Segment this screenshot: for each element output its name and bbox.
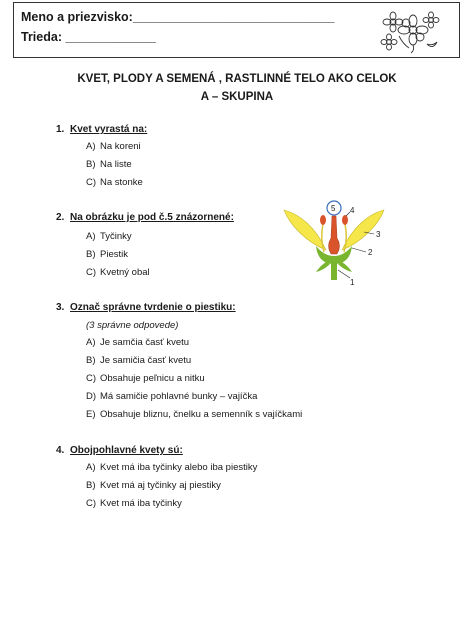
question-3-title	[56, 302, 236, 313]
q4-option-c[interactable]	[86, 498, 182, 509]
option-letter: A)	[86, 141, 96, 152]
option-text: Kvetný obal	[100, 267, 150, 278]
option-letter: B)	[86, 355, 96, 366]
left-petal	[284, 210, 326, 250]
leader-1	[338, 270, 350, 278]
option-letter: B)	[86, 159, 96, 170]
option-letter: A)	[86, 337, 96, 348]
q3-option-c[interactable]	[86, 373, 205, 384]
class-line	[21, 30, 156, 44]
q1-option-b[interactable]	[86, 159, 132, 170]
option-text: Je samičia časť kvetu	[100, 355, 192, 366]
flower-ornament-icon	[375, 8, 445, 54]
label-2: 2	[368, 248, 373, 257]
question-number: 3.	[56, 302, 65, 313]
option-text: Na stonke	[100, 177, 143, 188]
q3-option-b[interactable]	[86, 355, 191, 366]
worksheet-title: KVET, PLODY A SEMENÁ , RASTLINNÉ TELO AKO CELOK	[77, 73, 397, 85]
class-blank[interactable]: _____________	[65, 30, 156, 44]
option-text: Tyčinky	[100, 231, 132, 242]
anther-right	[342, 215, 348, 225]
option-text: Na liste	[100, 159, 132, 170]
header-box	[13, 2, 460, 58]
question-text: Na obrázku je pod č.5 znázornené:	[70, 212, 234, 223]
anther-left	[320, 215, 326, 225]
option-letter: A)	[86, 231, 96, 242]
name-blank[interactable]: _____________________________	[132, 10, 335, 24]
question-3-note: (3 správne odpovede)	[86, 320, 179, 331]
question-2-title	[56, 212, 234, 223]
option-letter: C)	[86, 498, 97, 509]
pistil	[329, 216, 340, 254]
option-letter: B)	[86, 480, 96, 491]
sepal-right	[338, 262, 352, 272]
q1-option-a[interactable]	[86, 141, 141, 152]
question-number: 4.	[56, 445, 65, 456]
option-text: Kvet má iba tyčinky alebo iba piestiky	[100, 462, 258, 473]
option-text: Na koreni	[100, 141, 141, 152]
option-text: Kvet má iba tyčinky	[100, 498, 182, 509]
question-1-title	[56, 124, 148, 135]
leader-2	[352, 248, 366, 252]
option-letter: E)	[86, 409, 96, 420]
option-text: Je samčia časť kvetu	[100, 337, 190, 348]
option-letter: C)	[86, 373, 97, 384]
label-1: 1	[350, 278, 355, 287]
q4-option-b[interactable]	[86, 480, 221, 491]
q2-option-b[interactable]	[86, 249, 128, 260]
label-3: 3	[376, 230, 381, 239]
option-letter: C)	[86, 267, 97, 278]
option-letter: B)	[86, 249, 96, 260]
class-label: Trieda:	[21, 30, 62, 44]
q2-option-c[interactable]	[86, 267, 150, 278]
label-5: 5	[331, 204, 336, 213]
name-line	[21, 10, 334, 24]
q3-option-d[interactable]	[86, 391, 257, 402]
question-text: Obojpohlavné kvety sú:	[70, 445, 183, 456]
worksheet-group: A – SKUPINA	[200, 91, 274, 103]
question-number: 1.	[56, 124, 65, 135]
q1-option-c[interactable]	[86, 177, 143, 188]
option-text: Obsahuje bliznu, čnelku a semenník s vajíčkami	[100, 409, 303, 420]
q3-option-a[interactable]	[86, 337, 189, 348]
option-letter: A)	[86, 462, 96, 473]
option-letter: C)	[86, 177, 97, 188]
question-text: Označ správne tvrdenie o piestiku:	[70, 302, 236, 313]
label-4: 4	[350, 206, 355, 215]
question-number: 2.	[56, 212, 65, 223]
name-label: Meno a priezvisko:	[21, 10, 133, 24]
option-text: Má samičie pohlavné bunky – vajíčka	[100, 391, 258, 402]
flower-diagram	[278, 198, 390, 290]
option-text: Kvet má aj tyčinky aj piestiky	[100, 480, 221, 491]
q4-option-a[interactable]	[86, 462, 257, 473]
question-text: Kvet vyrastá na:	[70, 124, 148, 135]
q2-option-a[interactable]	[86, 231, 132, 242]
sepal-left	[316, 262, 330, 272]
option-text: Piestik	[100, 249, 128, 260]
question-4-title	[56, 445, 183, 456]
option-text: Obsahuje peľnicu a nitku	[100, 373, 205, 384]
q3-option-e[interactable]	[86, 409, 302, 420]
option-letter: D)	[86, 391, 97, 402]
